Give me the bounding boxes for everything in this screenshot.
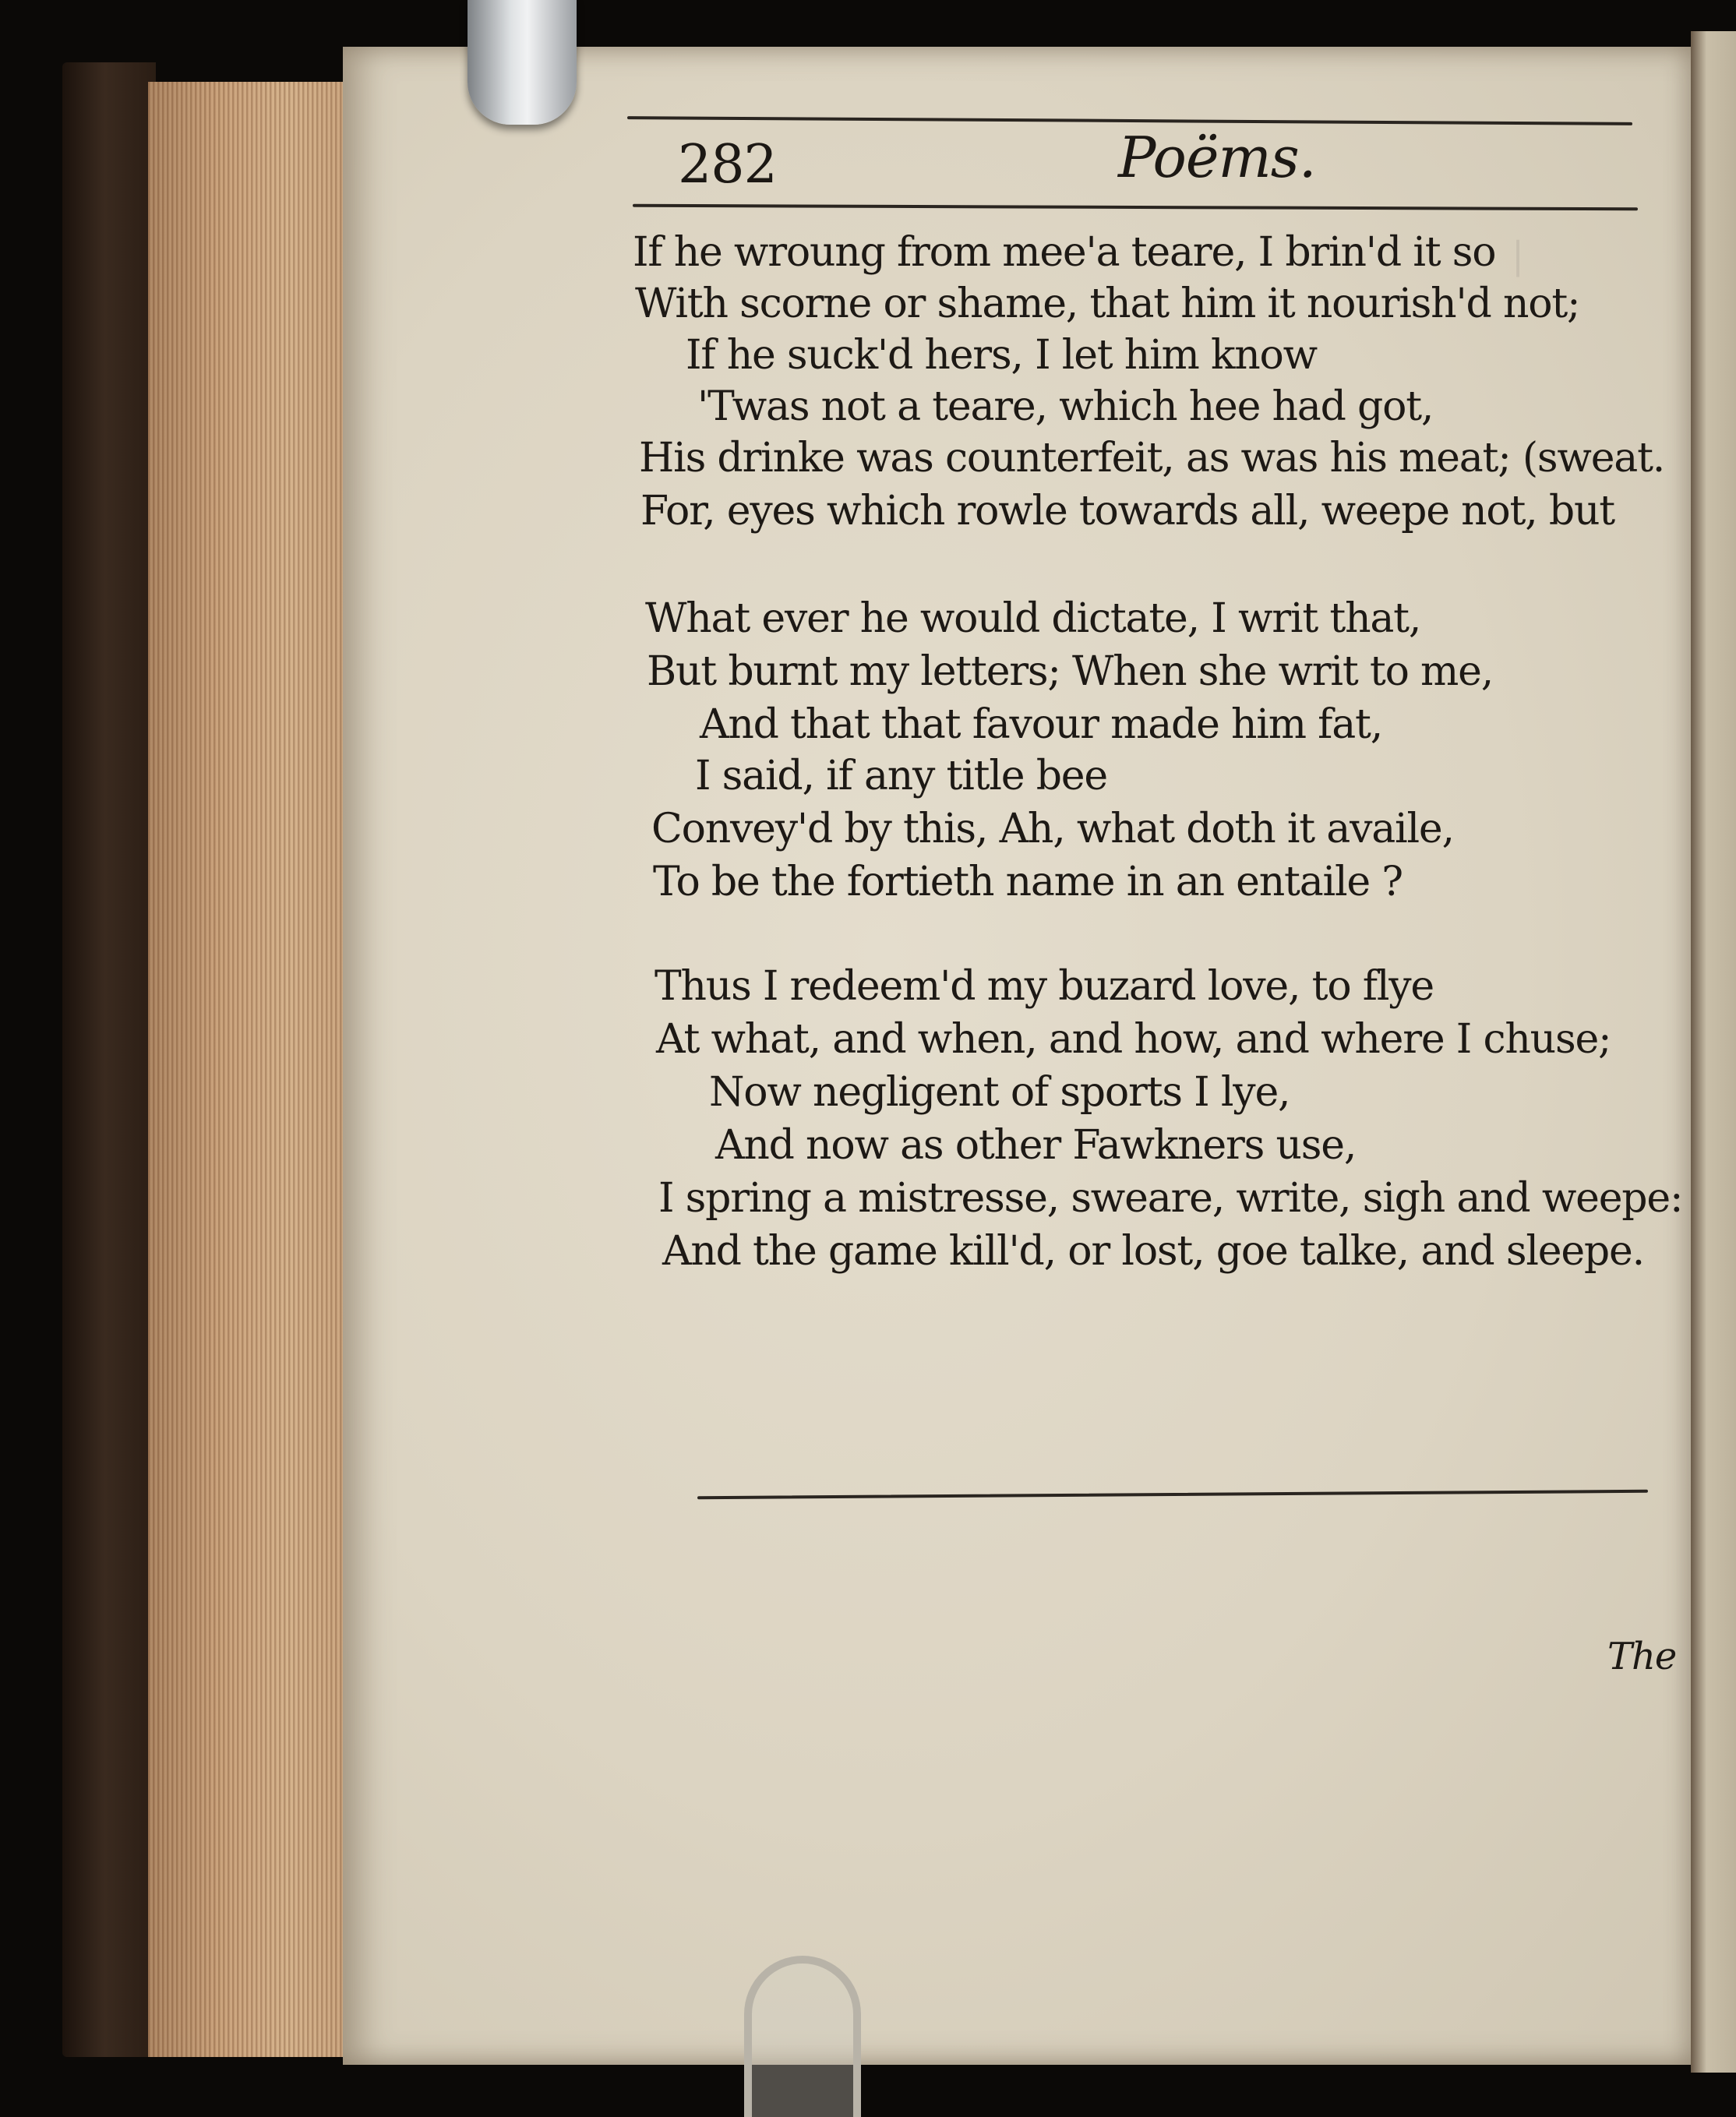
running-head: Poëms. [1118,125,1316,190]
poem-line: But burnt my letters; When she writ to me, [647,648,1494,695]
poem-line: And that that favour made him fat, [700,701,1383,748]
poem-line: At what, and when, and how, and where I chuse; [656,1016,1611,1063]
poem-line: 'Twas not a teare, which hee had got, [697,383,1434,430]
poem-line: If he suck'd hers, I let him know [686,332,1317,379]
bottom-page-clip [744,1956,861,2117]
poem-line: Thus I redeem'd my buzard love, to flye [655,963,1434,1010]
poem-line: And now as other Fawkners use, [715,1122,1357,1169]
poem-line: And the game kill'd, or lost, goe talke, and sleepe. [662,1228,1644,1275]
page-number: 282 [678,134,777,196]
poem-line: For, eyes which rowle towards all, weepe not, but [640,488,1614,535]
poem-line: His drinke was counterfeit, as was his meat; (sweat. [639,435,1665,482]
poem-line: If he wroung from mee'a teare, I brin'd it so [633,229,1496,276]
poem-line: I spring a mistresse, sweare, write, sigh and weepe: [658,1175,1683,1222]
top-page-clip [468,0,577,125]
poem-line: Now negligent of sports I lye, [709,1069,1290,1116]
poem-line: To be the fortieth name in an entaile ? [653,859,1403,905]
poem-line: Convey'd by this, Ah, what doth it availe, [651,806,1454,852]
poem-line: I said, if any title bee [695,753,1107,799]
book-cover [62,62,156,2057]
poem-line: What ever he would dictate, I writ that, [645,595,1421,642]
poem-line: With scorne or shame, that him it nourish'd not; [635,281,1580,327]
bleed-through: | [1512,234,1525,277]
facing-page [1691,31,1736,2073]
catchword: The [1607,1635,1677,1678]
